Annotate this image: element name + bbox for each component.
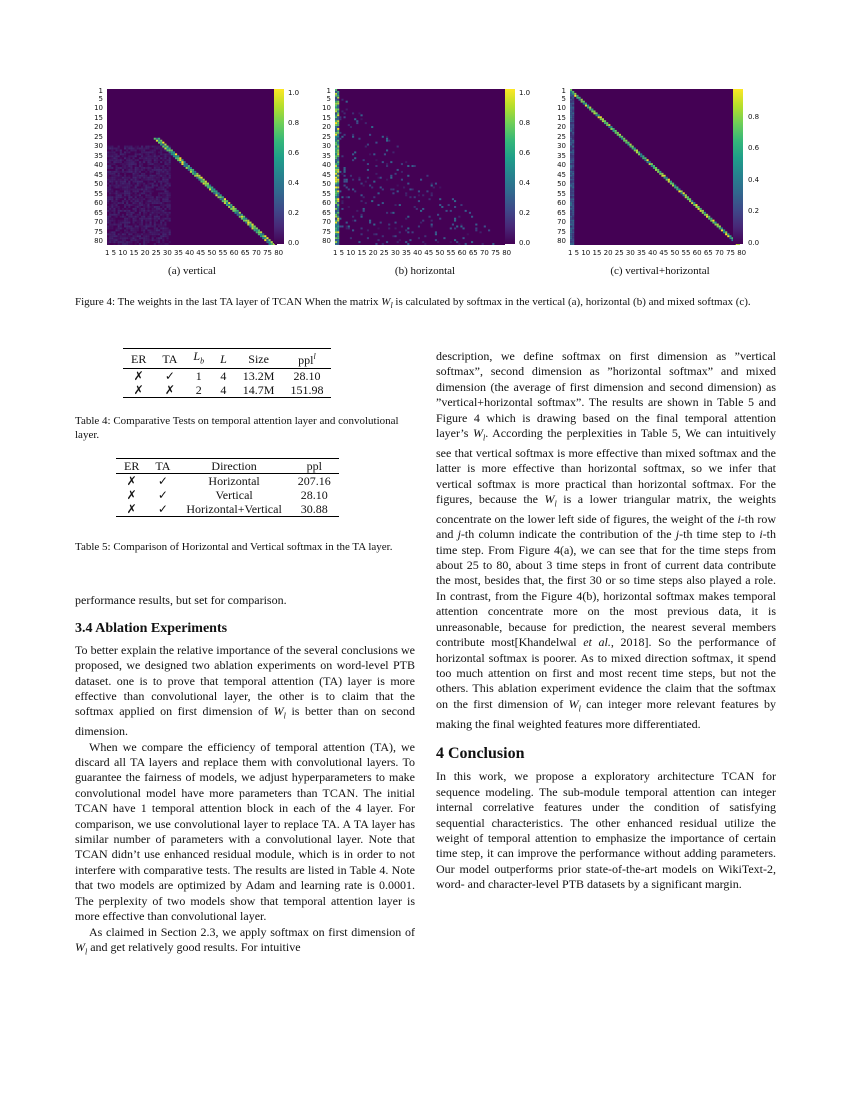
section-heading-4: 4 Conclusion (436, 744, 525, 762)
subfigure-label-b: (b) horizontal (394, 265, 456, 277)
y-tick-label: 70 (557, 218, 566, 226)
figure-caption: Figure 4: The weights in the last TA layer of TCAN When the matrix $W_l$ is calculated by softmax in the vertical (a), horizontal (b) and mixed softmax (c). (75, 296, 751, 311)
table-cell: 28.10 (300, 488, 328, 502)
y-tick-label: 40 (94, 161, 103, 170)
table-row (116, 474, 339, 489)
table-cell: ✓ (164, 369, 175, 384)
y-tick-label: 40 (557, 161, 566, 170)
left-column (75, 593, 415, 960)
colorbar-a (274, 89, 284, 244)
y-tick-label: 55 (94, 189, 103, 198)
table-header-lb: $L_b$ (193, 349, 205, 366)
table-header-ppl: ppl$^l$ (298, 352, 316, 368)
table-cell: Vertical (215, 488, 253, 502)
table-header: Size (248, 351, 269, 366)
y-tick-label: 30 (94, 142, 103, 151)
colorbar-b (505, 89, 515, 244)
y-tick-label: 80 (94, 237, 103, 245)
colorbar-tick-label: 0.8 (519, 119, 531, 127)
colorbar-tick-label: 0.2 (288, 209, 300, 217)
y-axis-ticks-a (83, 88, 103, 248)
heatmap-vertical (107, 89, 277, 245)
y-tick-label: 45 (94, 170, 103, 179)
table-cell: ✓ (157, 474, 168, 488)
table-4 (123, 348, 331, 398)
y-tick-label: 10 (557, 104, 566, 113)
y-tick-label: 75 (94, 227, 103, 236)
y-tick-label: 65 (557, 208, 566, 217)
table-cell: 151.98 (290, 383, 324, 398)
y-tick-label: 30 (322, 142, 331, 151)
colorbar-tick-label: 0.4 (748, 175, 760, 184)
colorbar-tick-label: 0.8 (288, 119, 300, 127)
y-tick-label: 80 (557, 237, 566, 245)
table-row (116, 502, 339, 517)
y-tick-label: 35 (557, 151, 566, 160)
table-cell: Horizontal+Vertical (186, 502, 282, 516)
y-tick-label: 30 (557, 142, 566, 151)
y-tick-label: 60 (322, 199, 331, 208)
y-tick-label: 1 (98, 87, 103, 95)
y-tick-label: 70 (322, 218, 331, 226)
table-header: ER (124, 459, 140, 473)
table-header: ER (131, 351, 147, 366)
table-cell: 207.16 (297, 474, 331, 488)
x-axis-ticks-c: 1 5 10 15 20 25 30 35 40 45 50 55 60 65 70 75 80 (568, 249, 747, 257)
paragraph: In this work, we propose a exploratory architecture TCAN for sequence modeling. The sub-module temporal attention can integer internal correlative features under the condition of satisfying sequential characteristics. The other enhanced residual utilize the weight of temporal attention to emphasize the importance of certain time step, it can improve the performance without adding parameters. Our model outperforms prior state-of-the-art models on WikiText-2, word- and character-level PTB datasets by a significant margin. (436, 769, 776, 892)
y-tick-label: 15 (94, 113, 103, 122)
y-tick-label: 70 (94, 218, 103, 226)
x-axis-ticks-b: 1 5 10 15 20 25 30 35 40 45 50 55 60 65 70 75 80 (333, 249, 512, 257)
y-tick-label: 50 (94, 180, 103, 189)
table-cell: 28.10 (293, 369, 321, 384)
y-tick-label: 60 (94, 199, 103, 208)
table-cell: ✗ (126, 488, 137, 502)
paragraph: performance results, but set for comparison. (75, 593, 287, 607)
y-tick-label: 75 (322, 227, 331, 236)
colorbar-c (733, 89, 743, 244)
colorbar-tick-label: 0.4 (519, 179, 531, 187)
table-cell: Horizontal (208, 474, 260, 488)
x-axis-ticks-a: 1 5 10 15 20 25 30 35 40 45 50 55 60 65 70 75 80 (105, 249, 284, 257)
y-tick-label: 20 (557, 123, 566, 132)
colorbar-tick-label: 0.8 (748, 112, 760, 121)
y-tick-label: 25 (94, 132, 103, 141)
table-cell: ✗ (133, 369, 144, 384)
table-cell: 4 (220, 383, 227, 398)
table-header: TA (155, 459, 171, 473)
table-cell: 4 (220, 369, 227, 384)
paragraph: As claimed in Section 2.3, we apply softmax on first dimension of $W_l$ and get relatively good results. For intuitive (75, 924, 415, 957)
colorbar-tick-label: 0.4 (288, 179, 300, 187)
y-tick-label: 5 (98, 94, 103, 103)
y-axis-ticks-c (546, 88, 566, 248)
y-tick-label: 1 (326, 87, 331, 95)
y-tick-label: 35 (94, 151, 103, 160)
table-header-l: L (220, 351, 227, 366)
y-tick-label: 45 (557, 170, 566, 179)
colorbar-tick-label: 0.0 (519, 239, 531, 247)
y-tick-label: 25 (557, 132, 566, 141)
y-tick-label: 20 (94, 123, 103, 132)
y-tick-label: 55 (322, 189, 331, 198)
table-cell: 13.2M (242, 369, 275, 384)
y-tick-label: 45 (322, 170, 331, 179)
table-cell: 1 (195, 369, 202, 384)
heatmap-cells (107, 89, 277, 245)
table-cell: ✗ (126, 474, 137, 488)
table-5-caption: Table 5: Comparison of Horizontal and Vertical softmax in the TA layer. (75, 541, 393, 553)
paragraph: To better explain the relative importance of the several conclusions we proposed, we designed two ablation experiments on word-level PTB dataset. one is to prove that temporal attention (TA) layer is more effective than convolutional layer, the other is to claim that the softmax applied on first dimension of $W_l$ is better than on second dimension. (75, 642, 415, 739)
right-column (436, 349, 776, 893)
table-cell: 30.88 (300, 502, 328, 516)
colorbar-tick-label: 0.2 (748, 207, 760, 216)
table-cell: ✓ (157, 502, 168, 516)
heatmap-cells (335, 89, 505, 245)
y-tick-label: 10 (94, 104, 103, 113)
colorbar-tick-label: 0.2 (519, 209, 531, 217)
y-tick-label: 65 (322, 208, 331, 217)
y-tick-label: 60 (557, 199, 566, 208)
y-tick-label: 50 (322, 180, 331, 189)
y-tick-label: 1 (561, 87, 566, 95)
colorbar-tick-label: 1.0 (288, 89, 300, 97)
y-tick-label: 35 (322, 151, 331, 160)
heatmap-horizontal (335, 89, 505, 245)
subfigure-label-c: (c) vertival+horizontal (610, 265, 710, 277)
table-cell: ✗ (126, 502, 137, 516)
colorbar-tick-label: 0.0 (288, 239, 300, 247)
y-tick-label: 40 (322, 161, 331, 170)
table-row (123, 383, 331, 398)
table-4-caption: Table 4: Comparative Tests on temporal attention layer and convolutional layer. (75, 415, 399, 441)
y-tick-label: 5 (326, 94, 331, 103)
subfigure-label-a: (a) vertical (168, 265, 216, 277)
colorbar-tick-label: 0.0 (748, 239, 760, 247)
colorbar-tick-label: 0.6 (288, 149, 300, 157)
colorbar-tick-label: 0.6 (519, 149, 531, 157)
y-tick-label: 5 (561, 94, 566, 103)
y-tick-label: 25 (322, 132, 331, 141)
table-header: ppl (306, 459, 322, 473)
table-cell: ✗ (164, 383, 175, 398)
table-header: Direction (211, 459, 257, 473)
colorbar-tick-label: 0.6 (748, 144, 760, 153)
table-header: TA (162, 351, 178, 366)
table-cell: ✗ (133, 383, 144, 398)
table-5 (116, 458, 339, 517)
heatmap-mixed (570, 89, 740, 245)
colorbar-tick-label: 1.0 (519, 89, 531, 97)
section-heading-3-4: 3.4 Ablation Experiments (75, 621, 228, 637)
table-cell: ✓ (157, 488, 168, 502)
y-tick-label: 15 (557, 113, 566, 122)
y-tick-label: 20 (322, 123, 331, 132)
table-cell: 14.7M (242, 383, 275, 398)
table-row (116, 488, 339, 502)
paragraph: When we compare the efficiency of temporal attention (TA), we discard all TA layers and replace them with convolutional layers. To guarantee the fairness of models, we adjust hyperparameters to make convolutional model have more parameters than TCAN. The initial TCAN have 1 temporal attention block in each of the 4 layer. For comparison, we use convolutional layer to replace TA. A TA layer has similar number of parameters with a convolutional layer. Note that TCAN didn’t use enhanced residual module, which is in order to not interfere with comparative tests. The results are listed in Table 4. Note that two models are optimized by Adam and learning rate is 0.0001. The perplexity of two models show that temporal attention layer is more effective than convolutional layer. (75, 739, 415, 924)
y-tick-label: 50 (557, 180, 566, 189)
y-axis-ticks-b (311, 88, 331, 248)
paragraph: description, we define softmax on first dimension as ”vertical softmax”, second dimension as ”horizontal softmax” and mixed dimension (the average of first dimension and second dimension) as ”vertical+horizontal softmax”. The results are shown in Table 5 and Figure 4 which is drawing based on the final temporal attention layer’s $W_l$. According the perplexities in Table 5, We can intuitively see that vertical softmax is more effective than mixed softmax and the latter is more effective than horizontal softmax, so we infer that vertical softmax is more practical than horizontal softmax. For the figures, because the $W_l$ is a lower triangular matrix, the weights concentrate on the lower left side of figures, the weight of the i-th row and j-th column indicate the contribution of the j-th time step to i-th time step. From Figure 4(a), we can see that for the time steps from about 25 to 80, about 3 time steps in front of current data contribute the most, besides that, the first 30 or so time steps also played a role. In contrast, from the Figure 4(b), horizontal softmax makes temporal attention concentrate more on the most previous data, it is unreasonable, because for prediction, the nearest several members contribute most[Khandelwal et al., 2018]. So the performance of horizontal softmax is poorer. As to mixed direction softmax, it spend too much attention on first and most recent time steps, but not the others. This ablation experiment evidence the claim that the softmax on the first dimension of $W_l$ can integer more relevant features by making the final weighted features more differentiated. (436, 349, 777, 731)
heatmap-cells (570, 89, 740, 245)
table-row (123, 369, 331, 384)
y-tick-label: 65 (94, 208, 103, 217)
y-tick-label: 80 (322, 237, 331, 245)
y-tick-label: 15 (322, 113, 331, 122)
y-tick-label: 75 (557, 227, 566, 236)
y-tick-label: 55 (557, 189, 566, 198)
table-cell: 2 (195, 383, 202, 398)
y-tick-label: 10 (322, 104, 331, 113)
